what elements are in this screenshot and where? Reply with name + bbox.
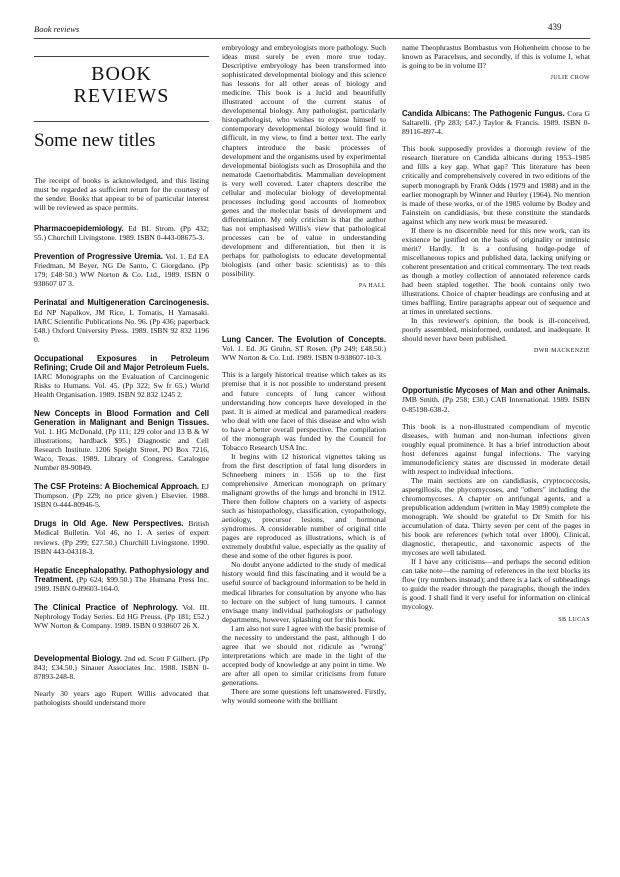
title-entry: Drugs in Old Age. New Perspectives. British Medical Bulletin. Vol 46, no 1. A series of expert reviews. (Pp 299; £27.50.) Churchill Livingstone. 1990. ISBN 443-04318-3. <box>34 519 209 556</box>
title-entry: Prevention of Progressive Uremia. Vol. 1. Ed EA Friedman, M Beyer, NG De Santo, C Giorgdano. (Pp 179; £48·50.) WW Norton & Co. Ltd., 1989. ISBN 0 938607 07 3. <box>34 252 209 289</box>
title-entry: Hepatic Encephalopathy. Pathophysiology and Treatment. (Pp 624; $99.50.) The Humana Press Inc. 1989. ISBN 0-89603-164-0. <box>34 565 209 593</box>
title-entry: The Clinical Practice of Nephrology. Vol. III. Nephrology Today Series. Ed HG Preuss. (Pp 181; £52.) WW Norton & Company. 1989. ISBN 0 938607 26 X. <box>34 602 209 630</box>
review-text: name Theophrastus Bombastus von Hohenheim choose to be known as Paracelsus, and secondly, if this is volume I, what is going to be in volume II? <box>402 43 590 71</box>
column-left <box>34 56 209 713</box>
reviewer-signature: PA HALL <box>358 283 386 290</box>
review-text: If there is no discernible need for this new work, can its existence be justified on the basis of originality or intrinsic merit? Hardly. It is a confusing hodge-podge of miscellaneous topics and published data, lacking unifying or coherent presentation and critical commentary. The text reads as though a motley collection of annotated reference cards had been stapled together. The book contains only two illustrations. Choice of chapter headings are confusing and at times baffling. Entire paragraphs appear out of sequence and at times in unrelated sections. <box>402 225 590 317</box>
review-text: It begins with 12 historical vignettes taking us from the first description of fatal lung disorders in Schneeberg miners in 1556 up to the first comprehensive American monograph on primary malignant growths of the lungs and bronchi in 1912. There then follow chapters on a variety of aspects such as histopathology, classification, cytopathology, aetiology, precursor lesions, and hormonal syndromes. A considerable number of original title pages are reproduced as illustrations, which is of extremely doubtful value, especially as the quality of these and some of the other figures is poor. <box>222 451 386 561</box>
column-right <box>402 43 590 625</box>
section-title: BOOK REVIEWS <box>73 63 170 107</box>
review-text: Nearly 30 years ago Rupert Willis advocated that pathologists should understand more <box>34 689 209 708</box>
column-middle <box>222 43 386 705</box>
reviewer-signature: DWR MACKENZIE <box>533 348 590 355</box>
review-text: There are some questions left unanswered. Firstly, why would someone with the brilliant <box>222 687 386 706</box>
header-rule <box>34 38 590 39</box>
review-heading-lung: Lung Cancer. The Evolution of Concepts. Vol. 1. Ed. JG Gruhn, ST Rosen. (Pp 249; £48.50.) WW Norton & Co. Ltd. 1989. ISBN 0-938607-10-3. <box>222 335 386 363</box>
review-text: The main sections are on candidiasis, cryptococcosis, aspergillosis, the phycomycoses, and "others" including the chromomycoses. A chapter on antifungal agents, and a prepublication addendum (written in May 1989) complete the monograph. We should be grateful to Dr Smith for his accumulation of data. Thirty seven per cent of the pages in his book are references (which total over 1800). Clinical, diagnostic, therapeutic, and taxonomic aspects of the mycoses are well tabulated. <box>402 475 590 558</box>
title-entry: Occupational Exposures in Petroleum Refining; Crude Oil and Major Petroleum Fuels. IARC Monographs on the Evaluation of Carcinogenic Risks to Humans. Vol. 45. (Pp 322; Sw fr 65.) World Health Organisation. 1989. ISBN 92 832 1245 2. <box>34 353 210 399</box>
review-text: This book is a non-illustrated compendium of mycotic diseases, with human and non-human infections given roughly equal prominence. It has a brief introduction about host defences against fungal infections. The varying immunodeficiency states are discussed in moderate detail with respect to individual infections. <box>402 421 590 476</box>
title-entry: Pharmacoepidemiology. Ed BL Strom. (Pp 432; 55.) Churchill Livingstone. 1989. ISBN 0-443-08675-3. <box>34 224 209 243</box>
review-text: No doubt anyone addicted to the study of medical history would find this fascinating and it would be a useful source of background information to be held in medical libraries for consultation by anyone who has to lecture on the subject of lung tumours. I cannot envisage many individual pathologists or pathology departments, however, splashing out for this book. <box>222 560 386 624</box>
review-text: In this reviewer's opinion, the book is ill-conceived, poorly assembled, misinformed, outdated, and inadequate. It should never have been published. <box>402 316 590 344</box>
title-entry: New Concepts in Blood Formation and Cell Generation in Malignant and Benign Tissues. Vol. 1. HG McDonald. (Pp 111; 129 color and 13 B & W illustrations; hardback $95.) Diagnostic and Cell Research Institute. 1206 Speight Street, PO Box 7216, Waco, Texas. 1989. Library of Congress. Catalogue Number 89-90849. <box>34 408 209 473</box>
receipt-notice: The receipt of books is acknowledged, and this listing must be regarded as sufficient return for the courtesy of the sender. Books that appear to be of particular interest will be reviewed as space permits. <box>34 176 209 213</box>
running-header: Book reviews <box>34 24 80 34</box>
title-entry: The CSF Proteins: A Biochemical Approach. EJ Thompson. (Pp 229; no price given.) Elsevier. 1988. ISBN 0-444-80946-5. <box>34 482 209 510</box>
review-text: This book supposedly provides a thorough review of the research literature on Candida albicans during 1953–1985 and fills a key gap. What gap? This literature has been critically and comprehensively covered in two editions of the superb monograph by Frank Odds (1979 and 1988) and in the earlier monograph by Winner and Hurley (1964). No mention is made of these works, or of the 1985 volume by Bodey and Fainstein on candidiasis, but these constitute the standards against which any new work must be measured. <box>402 144 590 226</box>
new-titles-heading: Some new titles <box>34 130 156 151</box>
title-entry: Perinatal and Multigeneration Carcinogenesis. Ed NP Napalkov, JM Rice, L Tomatis, H Yamasaki. IARC Scientific Publications No. 96. (Pp 436; paperback £48.) Oxford University Press. 1989. ISBN 92 832 1196 0. <box>34 298 209 344</box>
review-text: This is a largely historical treatise which takes as its premise that it is not possible to understand present and future concepts of lung cancer without understanding how concepts have developed in the past. It is aimed at medical and paramedical readers who deal with one facet of this disease and who wish to have a better overall perspective. The compilation of the monograph was funded by the Council for Tobacco Research USA Inc. <box>222 370 386 452</box>
review-text: If I have any criticisms—and perhaps the second edition can take note—the naming of references in the text blocks its flow (try numbers instead); and there is a lack of subheadings to guide the reader through the paragraphs, though the index is good. I shall find it very useful for information on clinical mycology. <box>402 557 590 612</box>
review-heading-devbio: Developmental Biology. 2nd ed. Scott F Gilbert. (Pp 843; £34.50.) Sinauer Associates Inc. 1988. ISBN 0-87893-248-8. <box>34 653 209 681</box>
review-text: I am also not sure I agree with the basic premise of the necessity to understand the past, although I do agree that we should not ridicule as "wrong" interpretations which are made in the light of the accepted body of knowledge at any point in time. We are after all open to similar criticisms from future generations. <box>222 623 386 687</box>
title-rule <box>34 121 209 122</box>
top-rule <box>34 56 209 57</box>
reviewer-signature: SB LUCAS <box>558 616 590 623</box>
review-heading-candida: Candida Albicans: The Pathogenic Fungus. Cora G Saltarelli. (Pp 283; £47.) Taylor & Francis. 1989. ISBN 0-89116-897-4. <box>402 109 590 137</box>
reviewer-signature: JULIE CROW <box>550 75 590 82</box>
review-text: embryology and embryologists more pathology. Such ideas must surely be even more true today. Descriptive embryology has been transformed into sophisticated developmental biology and this science has lessons for all other areas of biology and medicine. This book is a lucid and beautifully illustrated account of the current status of developmental biology. Any pathologist, particularly histopathologist, who wishes to expose himself to contemporary developmental biology would find it difficult, in my view, to find a better text. The early chapters introduce the basic processes of development and the organisms used by experimental developmental biologists such as Drosophila and the nematode Caenorhabditis. Mammalian development is very well covered. Later chapters describe the cellular and molecular biology of developmental processes including good accounts of homeobox genes and the molecular basis of development and differentiation. My only criticism is that the author has not emphasised Willis's view that pathological processes can be of value in understanding development and differentiation, but then it is perhaps for pathologists to educate developmental biologists (and other basic scientists) as to this possibility. <box>222 43 386 279</box>
page-number: 439 <box>548 22 562 32</box>
review-heading-mycoses: Opportunistic Mycoses of Man and other Animals. JMB Smith. (Pp 258; £30.) CAB International. 1989. ISBN 0-85198-638-2. <box>402 386 590 414</box>
